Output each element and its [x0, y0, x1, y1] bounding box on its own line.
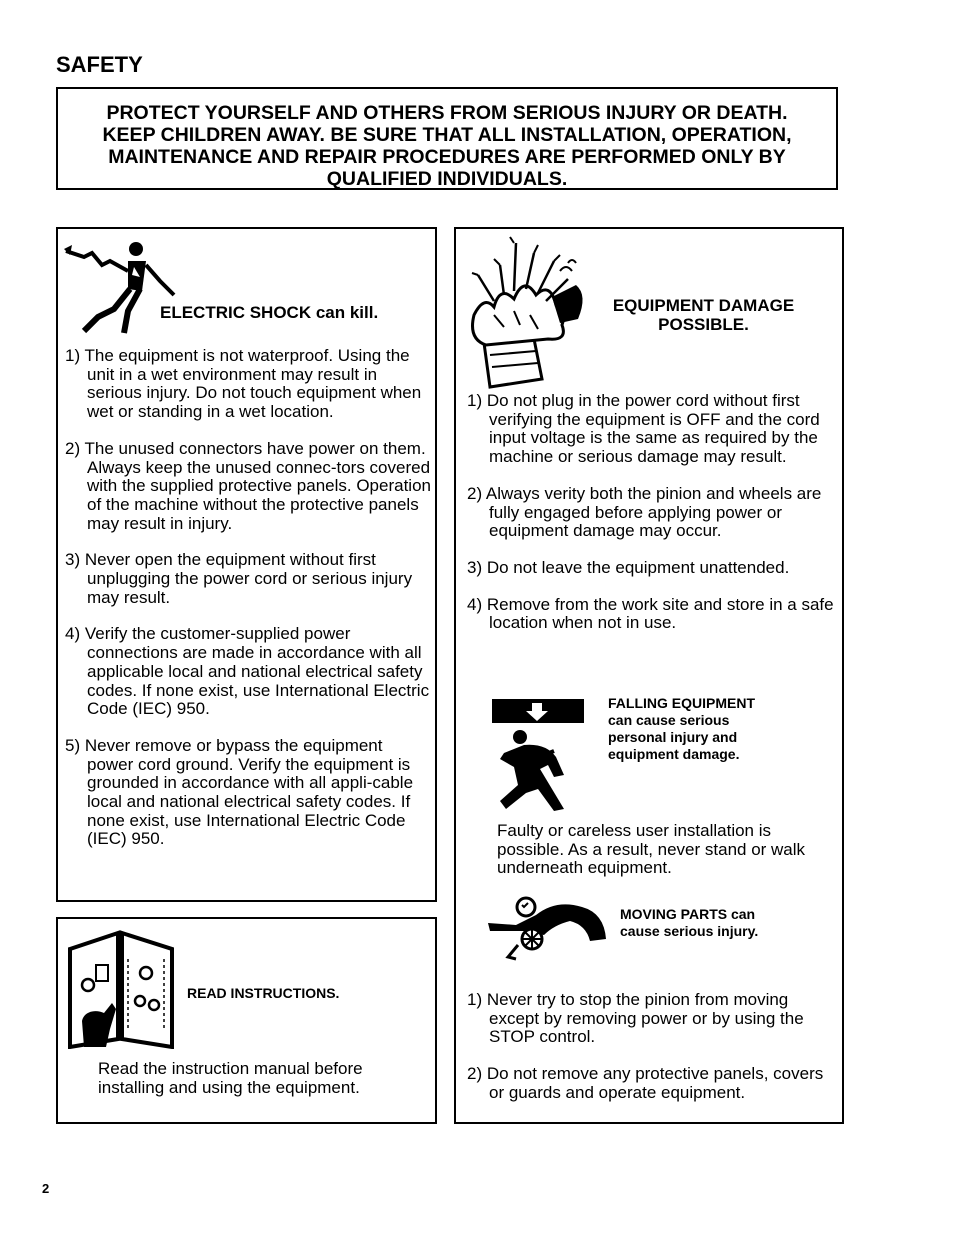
electric-shock-section	[56, 227, 437, 902]
equipment-damage-list	[467, 392, 839, 651]
read-instructions-text: Read the instruction manual before installing and using the equipment.	[98, 1059, 363, 1097]
falling-equipment-heading	[608, 695, 755, 763]
warning-box	[56, 87, 838, 190]
list-item: 4) Verify the customer-supplied power connections are made in accordance with all applicable local and national electrical safety codes. If none exist, use International Electric Code (IEC) 950.	[65, 624, 430, 719]
falling-heading-line: equipment damage.	[608, 746, 740, 762]
falling-equipment-icon	[490, 697, 588, 813]
falling-equipment-text: Faulty or careless user installation is possible. As a result, never stand or walk underneath equipment.	[497, 821, 806, 878]
read-instructions-heading: READ INSTRUCTIONS.	[187, 985, 340, 1001]
list-item: 4) Remove from the work site and store in a safe location when not in use.	[467, 594, 834, 633]
electric-shock-heading: ELECTRIC SHOCK can kill.	[160, 303, 379, 322]
list-item: 2) Always verity both the pinion and wheels are fully engaged before applying power or equipment damage may occur.	[467, 483, 822, 541]
equipment-damage-heading-line: POSSIBLE.	[658, 315, 749, 334]
list-item: 3) Do not leave the equipment unattended.	[467, 557, 790, 577]
list-item: 2) The unused connectors have power on them. Always keep the unused connec-tors covered with the supplied protective panels. Operation of the machine without the protective panels may result in injury.	[65, 438, 431, 533]
equipment-damage-icon	[464, 235, 590, 391]
read-manual-icon	[66, 929, 176, 1049]
list-item: 3) Never open the equipment without first unplugging the power cord or serious injury may result.	[65, 550, 413, 607]
falling-heading-line: FALLING EQUIPMENT	[608, 695, 755, 711]
warning-line: PROTECT YOURSELF AND OTHERS FROM SERIOUS INJURY OR DEATH.	[106, 102, 788, 124]
warning-line: QUALIFIED INDIVIDUALS.	[326, 168, 568, 190]
read-instructions-section	[56, 917, 437, 1124]
page-title: SAFETY	[56, 52, 143, 77]
page-number: 2	[42, 1181, 50, 1196]
equipment-damage-heading-line: EQUIPMENT DAMAGE	[612, 296, 795, 315]
falling-heading-line: can cause serious	[608, 712, 730, 728]
list-item: 5) Never remove or bypass the equipment power cord ground. Verify the equipment is grounded in accordance with all appli-cable local and national electrical safety codes. If none exist, use International Electric Code (IEC) 950.	[65, 735, 414, 849]
falling-heading-line: personal injury and	[608, 729, 738, 745]
warning-line: MAINTENANCE AND REPAIR PROCEDURES ARE PERFORMED ONLY BY	[108, 146, 786, 168]
list-item: 1) The equipment is not waterproof. Using the unit in a wet environment may result in serious injury. Do not touch equipment when wet or standing in a wet location.	[65, 346, 422, 422]
equipment-damage-heading	[596, 296, 811, 334]
list-item: 1) Never try to stop the pinion from moving except by removing power or by using the STOP control.	[467, 990, 804, 1047]
equipment-damage-section	[454, 227, 844, 1124]
moving-heading-line: cause serious injury.	[620, 923, 759, 939]
moving-parts-heading	[620, 906, 758, 940]
moving-heading-line: MOVING PARTS can	[620, 906, 756, 922]
list-item: 2) Do not remove any protective panels, covers or guards and operate equipment.	[467, 1064, 824, 1102]
warning-line: KEEP CHILDREN AWAY. BE SURE THAT ALL INSTALLATION, OPERATION,	[102, 124, 792, 146]
moving-parts-icon	[486, 895, 608, 963]
electric-shock-list	[65, 347, 431, 867]
moving-parts-list	[467, 991, 839, 1121]
list-item: 1) Do not plug in the power cord without first verifying the equipment is OFF and the cord input voltage is the same as required by the machine or serious damage may result.	[467, 391, 820, 467]
